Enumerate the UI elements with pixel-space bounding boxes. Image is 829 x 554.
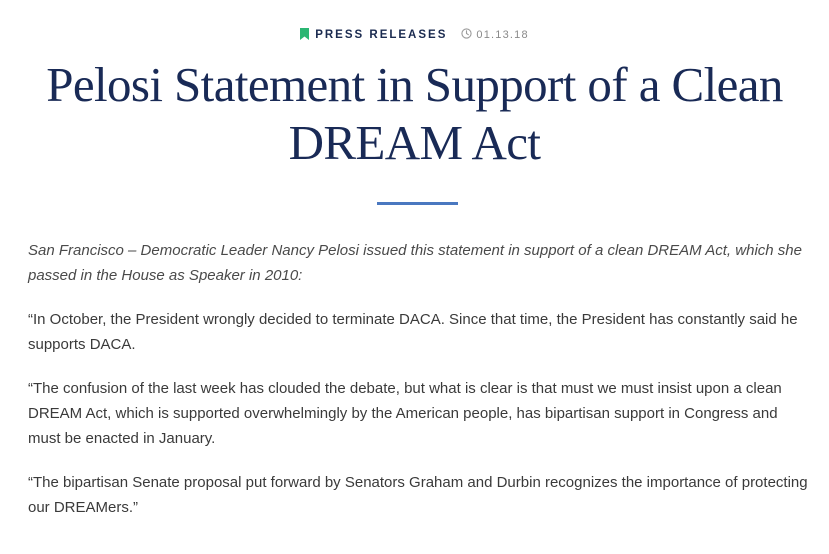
date-text: 01.13.18 [476,29,529,41]
article-meta [0,26,829,44]
category-label: PRESS RELEASES [315,29,448,41]
intro-paragraph: San Francisco – Democratic Leader Nancy Pelosi issued this statement in support of a clean DREAM Act, which she passed in the House as Speaker in 2010: [28,242,802,284]
article-body [28,238,813,539]
body-paragraph: “The bipartisan Senate proposal put forward by Senators Graham and Durbin recognizes the importance of protecting our DREAMers.” [28,474,808,516]
publish-date [461,28,528,42]
clock-icon [461,28,472,42]
page-title: Pelosi Statement in Support of a Clean DREAM Act [46,57,783,170]
body-paragraph: “The confusion of the last week has clouded the debate, but what is clear is that must we must insist upon a clean DREAM Act, which is supported overwhelmingly by the American people, has bipartisan support in Congress and must be enacted in January. [28,380,782,447]
body-paragraph: “In October, the President wrongly decided to terminate DACA. Since that time, the President has constantly said he supports DACA. [28,311,798,353]
title-divider [377,202,458,205]
category-link[interactable] [300,28,447,43]
bookmark-icon [300,28,309,43]
